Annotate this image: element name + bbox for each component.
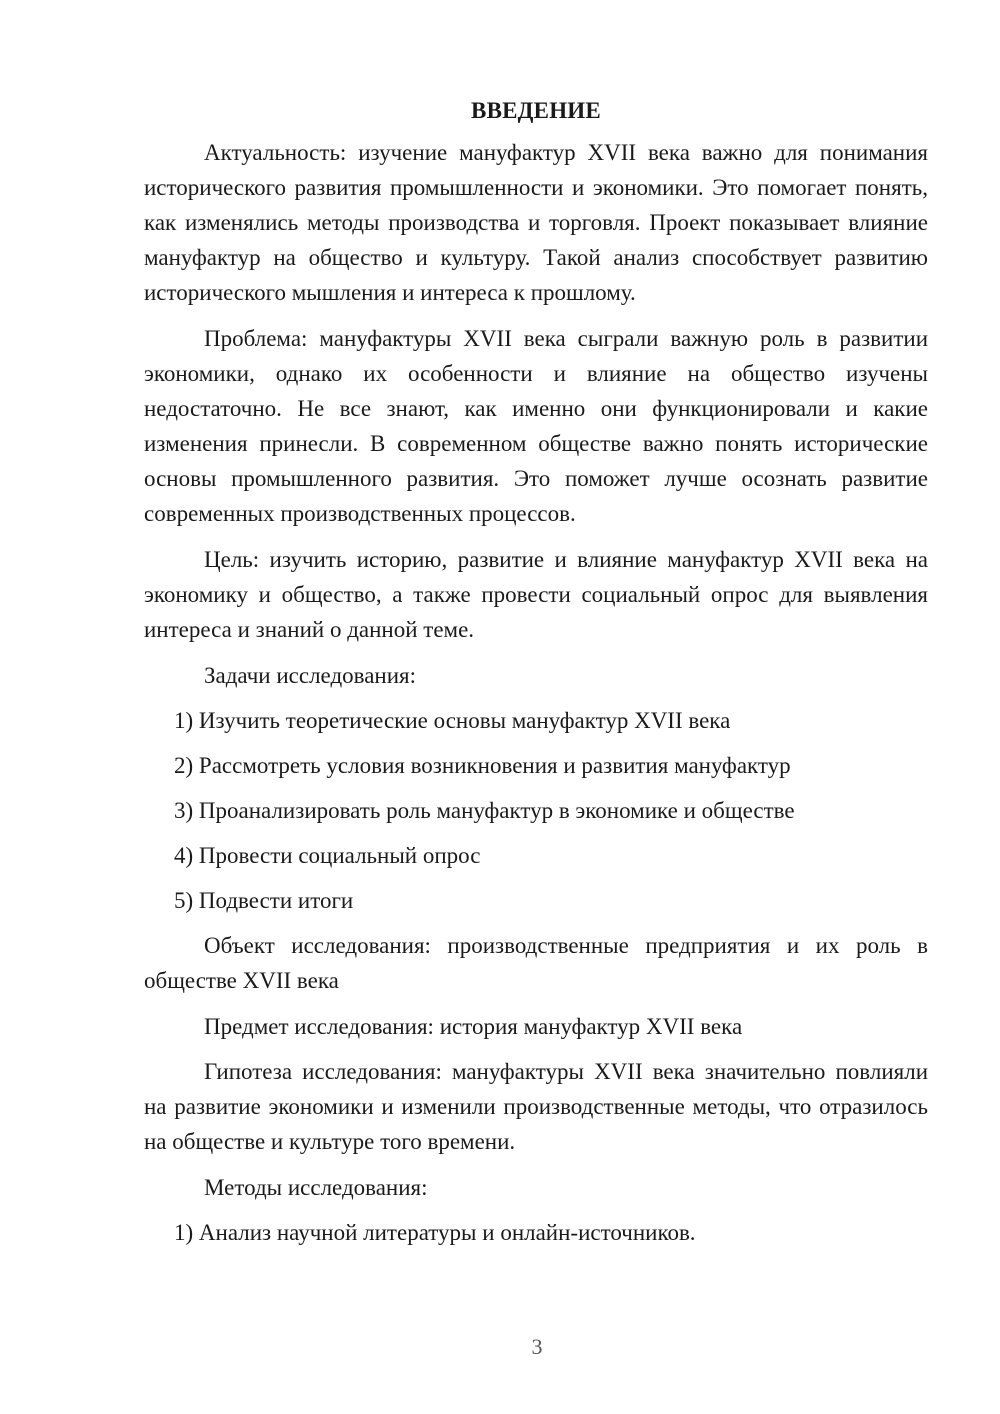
page-content bbox=[144, 96, 928, 1260]
paragraph-hypothesis: Гипотеза исследования: мануфактуры XVII века значительно повлияли на развитие экономики и изменили производственные методы, что отразилось на обществе и культуре того времени. bbox=[144, 1059, 928, 1154]
paragraph-subject: Предмет исследования: история мануфактур XVII века bbox=[204, 1014, 743, 1039]
list-item-method: 1) Анализ научной литературы и онлайн-источников. bbox=[174, 1220, 696, 1245]
paragraph-goal: Цель: изучить историю, развитие и влияние мануфактур XVII века на экономику и общество, а также провести социальный опрос для выявления интереса и знаний о данной теме. bbox=[144, 547, 928, 642]
paragraph-problem: Проблема: мануфактуры XVII века сыграли важную роль в развитии экономики, однако их особенности и влияние на общество изучены недостаточно. Не все знают, как именно они функционировали и какие изменения принесли. В современном обществе важно понять исторические основы промышленного развития. Это поможет лучше осознать развитие современных производственных процессов. bbox=[144, 326, 928, 526]
list-item-task: 4) Провести социальный опрос bbox=[174, 843, 481, 868]
list-item-task: 3) Проанализировать роль мануфактур в экономике и обществе bbox=[174, 798, 795, 823]
page-title: ВВЕДЕНИЕ bbox=[471, 98, 601, 123]
page-number: 3 bbox=[531, 1334, 543, 1359]
paragraph-relevance: Актуальность: изучение мануфактур XVII века важно для понимания исторического развития промышленности и экономики. Это помогает понять, как изменялись методы производства и торговля. Проект показывает влияние мануфактур на общество и культуру. Такой анализ способствует развитию исторического мышления и интереса к прошлому. bbox=[144, 140, 928, 305]
paragraph-object: Объект исследования: производственные предприятия и их роль в обществе XVII века bbox=[144, 933, 928, 993]
list-item-task: 2) Рассмотреть условия возникновения и развития мануфактур bbox=[174, 753, 791, 778]
methods-heading: Методы исследования: bbox=[204, 1175, 428, 1200]
list-item-task: 1) Изучить теоретические основы мануфактур XVII века bbox=[174, 708, 731, 733]
list-item-task: 5) Подвести итоги bbox=[174, 888, 354, 913]
tasks-heading: Задачи исследования: bbox=[204, 663, 417, 688]
